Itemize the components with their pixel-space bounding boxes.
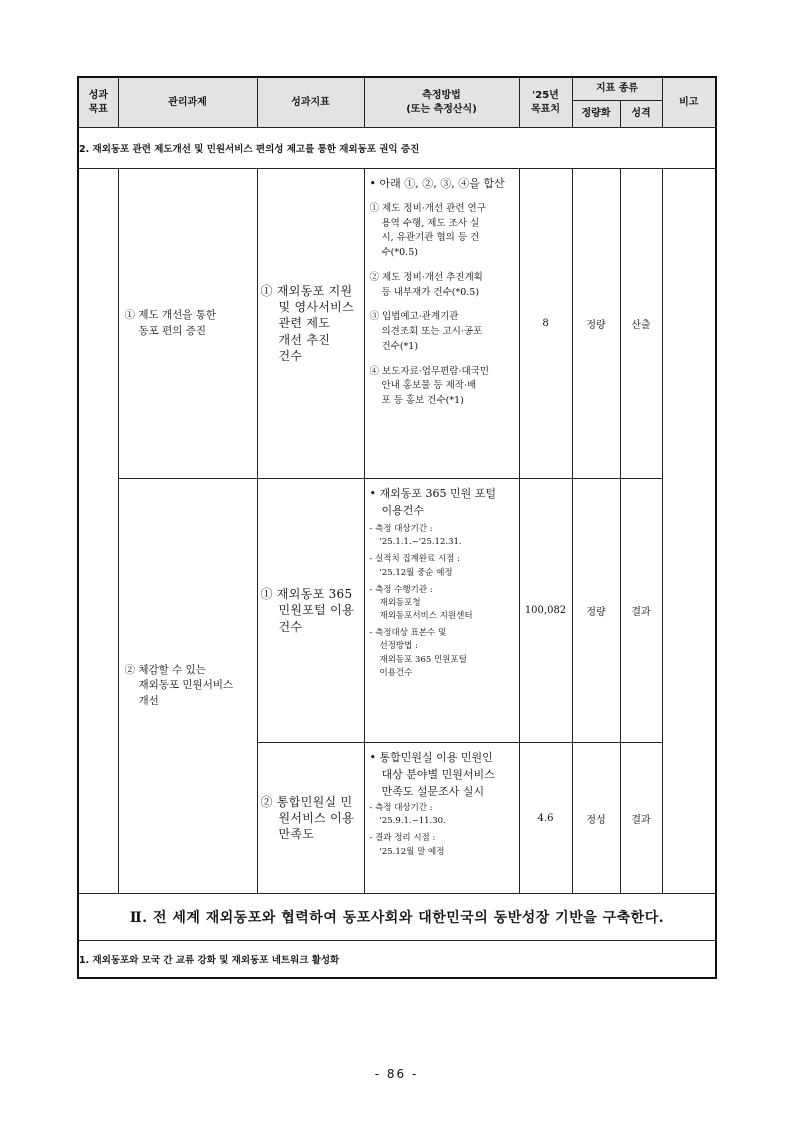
header-method-line2: (또는 측정산식): [406, 103, 477, 115]
task2-ind2-lead-l2: 대상 분야별 민원서비스: [381, 768, 495, 782]
task2-ind1-p3-l2: 재외동포청: [379, 597, 421, 608]
task1-method-m3-l1: ③ 입법예고·관계기관: [369, 311, 459, 323]
task2-ind2-p2-l1: - 결과 정리 시점 :: [369, 833, 436, 844]
task1-indicator: [257, 169, 364, 479]
header-method-line1: 측정방법: [422, 90, 461, 101]
task2-title: [118, 479, 257, 894]
goal2-row: [78, 894, 716, 941]
task1-title-line1: ① 제도 개선을 통한: [124, 309, 217, 322]
goal-cell: [78, 169, 118, 894]
performance-table: [77, 76, 717, 979]
section-row: [78, 128, 716, 169]
task2-ind2-p1-l2: '25.9.1.~11.30.: [379, 816, 446, 827]
header-goal-line1: 성과: [88, 90, 108, 101]
task2-ind2-target: 4.6: [519, 743, 572, 894]
header-note: 비고: [662, 77, 716, 128]
task2-ind1-p4-l3: 재외동포 365 민원포털: [379, 654, 467, 665]
note-cell: [662, 169, 716, 894]
task1-row: [78, 169, 716, 479]
task2-ind1-nature: 결과: [620, 479, 662, 743]
task1-title-line2: 동포 편의 증진: [138, 324, 207, 337]
goal2-title: Ⅱ. 전 세계 재외동포와 협력하여 동포사회와 대한민국의 동반성장 기반을 구축한다.: [78, 894, 716, 941]
task2-ind1-p4-l2: 선정방법 :: [379, 641, 418, 652]
task2-ind1-quant: 정량: [572, 479, 620, 743]
header-type: 지표 종류: [572, 77, 662, 101]
header-target: [519, 77, 572, 128]
task1-method: [364, 169, 519, 479]
task1-method-m1-l2: 용역 수행, 제도 조사 실: [381, 217, 480, 229]
header-indicator: 성과지표: [257, 77, 364, 128]
section2-1-row: [78, 941, 716, 979]
task1-method-m4-l1: ④ 보도자료·업무편람·대국민: [369, 365, 490, 377]
task2-ind2-quant: 정성: [572, 743, 620, 894]
header-quant: 정량화: [572, 101, 620, 128]
header-target-line2: 목표치: [531, 103, 560, 115]
header-goal-line2: 목표: [88, 103, 108, 115]
task2-ind1-indicator-line2: 민원포털 이용: [278, 603, 354, 618]
task2-ind1-p1-l2: '25.1.1.~'25.12.31.: [379, 537, 462, 548]
task2-ind1-indicator-line3: 건수: [278, 619, 303, 634]
task1-method-m1-l3: 시, 유관기관 협의 등 건: [381, 232, 480, 244]
task2-ind1-row: [78, 479, 716, 743]
task1-method-m1-l4: 수(*0.5): [381, 247, 418, 259]
task1-target: 8: [519, 169, 572, 479]
task1-method-m3-l3: 건수(*1): [381, 340, 419, 352]
header-nature: 성격: [620, 101, 662, 128]
task1-quant: 정량: [572, 169, 620, 479]
section2-1-title: 1. 재외동포와 모국 간 교류 강화 및 재외동포 네트워크 활성화: [78, 941, 716, 979]
task2-ind2-p1-l1: - 측정 대상기간 :: [369, 803, 433, 814]
task1-method-m4-l2: 안내 홍보물 등 제작·배: [381, 380, 477, 392]
task1-indicator-line1: ① 재외동포 지원: [260, 284, 353, 299]
page-number: - 86 -: [374, 1067, 419, 1081]
task2-ind2-indicator-line1: ② 통합민원실 민: [260, 794, 353, 809]
task2-ind1-p2-l1: - 실적치 집계완료 시점 :: [369, 554, 460, 565]
task1-indicator-line4: 개선 추진: [278, 332, 331, 347]
task2-ind1-indicator: [257, 479, 364, 743]
task2-ind2-lead-l3: 만족도 설문조사 실시: [381, 785, 485, 799]
task2-ind1-p2-l2: '25.12월 중순 예정: [379, 567, 453, 578]
task1-indicator-line5: 건수: [278, 348, 303, 363]
header-target-line1: '25년: [532, 90, 559, 101]
task2-ind2-method: [364, 743, 519, 894]
task2-ind2-indicator-line3: 만족도: [278, 827, 315, 842]
task2-title-line1: ② 체감할 수 있는: [124, 664, 206, 677]
task2-ind1-indicator-line1: ① 재외동포 365: [260, 587, 353, 602]
task2-title-line2: 재외동포 민원서비스: [138, 679, 234, 692]
task2-ind2-nature: 결과: [620, 743, 662, 894]
task2-ind1-method: [364, 479, 519, 743]
task2-ind1-p3-l3: 재외동포서비스 지원센터: [379, 611, 473, 622]
task2-ind1-p4-l1: - 측정대상 표본수 및: [369, 628, 447, 639]
task1-method-m2-l1: ② 제도 정비·개선 추진계획: [369, 271, 483, 283]
task2-ind1-target: 100,082: [519, 479, 572, 743]
task2-ind2-lead-l1: • 통합민원실 이용 민원인: [369, 751, 493, 764]
task1-method-m3-l2: 의견조회 또는 고시·공포: [381, 326, 483, 338]
task2-ind1-p4-l4: 이용건수: [379, 667, 413, 678]
task2-ind2-p2-l2: '25.12월 말 예정: [379, 846, 445, 857]
task1-method-intro: • 아래 ①, ②, ③, ④을 합산: [369, 177, 505, 190]
header-row-1: [78, 77, 716, 101]
task2-title-line3: 개선: [138, 694, 159, 707]
task2-ind2-indicator-line2: 원서비스 이용: [278, 810, 354, 825]
header-task: 관리과제: [118, 77, 257, 128]
task1-title: [118, 169, 257, 479]
header-method: [364, 77, 519, 128]
task2-ind1-p3-l1: - 측정 수행기관 :: [369, 584, 433, 595]
task2-ind1-lead-l2: 이용건수: [381, 504, 425, 518]
task1-nature: 산출: [620, 169, 662, 479]
task1-indicator-line2: 및 영사서비스: [278, 300, 354, 315]
task2-ind1-p1-l1: - 측정 대상기간 :: [369, 524, 433, 535]
task1-indicator-line3: 관련 제도: [278, 316, 331, 331]
task2-ind2-indicator: [257, 743, 364, 894]
task2-ind1-lead-l1: • 재외동포 365 민원 포털: [369, 487, 496, 500]
header-goal: [78, 77, 118, 128]
section-title: 2. 재외동포 관련 제도개선 및 민원서비스 편의성 제고를 통한 재외동포 권익 증진: [78, 128, 716, 169]
task1-method-m4-l3: 포 등 홍보 건수(*1): [381, 394, 464, 406]
task1-method-m2-l2: 등 내부재가 건수(*0.5): [381, 286, 480, 298]
task1-method-m1-l1: ① 제도 정비·개선 관련 연구: [369, 203, 486, 215]
